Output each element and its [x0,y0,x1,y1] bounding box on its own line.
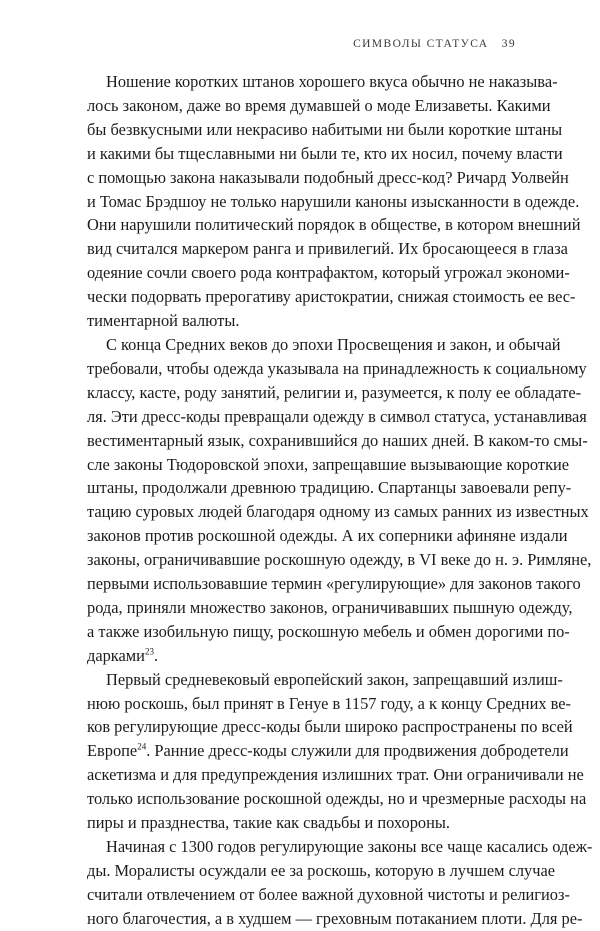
text-line: первыми использовавшие термин «регулирующие» для законов такого [87,574,581,594]
text-line: тацию суровых людей благодаря одному из самых ранних из известных [87,502,589,522]
text-line: Ношение коротких штанов хорошего вкуса обычно не наказыва- [106,72,558,91]
paragraph-3 [87,668,587,835]
text-line: тиментарной валюты. [87,311,240,331]
text-line [87,644,516,668]
text-line: сле законы Тюдоровской эпохи, запрещавшие вызывающие короткие [87,454,570,474]
text-line: лось законом, даже во время думавшей о моде Елизаветы. Какими [87,95,551,115]
text-line: С конца Средних веков до эпохи Просвещения и закон, и обычай [106,334,561,354]
text-line: аскетизма и для предупреждения излишних трат. Они ограничивали не [87,765,584,785]
text-fragment: дарками [87,645,145,665]
text-line: бы безвкусными или некрасиво набитыми ни были короткие штаны [87,119,563,139]
text-line: требовали, чтобы одежда указывала на принадлежность к социальному [87,358,587,378]
text-line: и какими бы тщеславными ни были те, кто их носил, почему власти [87,143,563,163]
text-line: чески подорвать прерогативу аристократии, снижая стоимость ее вес- [87,287,576,307]
text-line: ков регулирующие дресс-коды были широко распространены по всей [87,717,573,737]
footnote-ref-23[interactable]: 23 [144,646,154,657]
text-line: с помощью закона наказывали подобный дресс-код? Ричард Уолвейн [87,167,569,187]
text-line: и Томас Брэдшоу не только нарушили каноны изысканности в одежде. [87,191,580,211]
paragraph-4 [87,835,593,931]
paragraph-2 [87,333,592,668]
text-line: рода, приняли множество законов, ограничивавших пышную одежду, [87,597,573,617]
text-line: ного благочестия, а в худшем — греховным потаканием плоти. Для ре- [87,908,583,928]
text-line: только использование роскошной одежды, но и чрезмерные расходы на [87,789,587,809]
text-line: Начиная с 1300 годов регулирующие законы все чаще касались одеж- [106,837,593,856]
text-line: нюю роскошь, был принят в Генуе в 1157 году, а к концу Средних ве- [87,693,572,713]
text-line: пиры и празднества, такие как свадьбы и похороны. [87,813,450,833]
page-number: 39 [501,38,516,50]
text-line: считали отвлечением от более важной духовной чистоты и религиоз- [87,884,570,904]
text-line: а также изобильную пищу, роскошную мебель и обмен дорогими по- [87,621,570,641]
text-line: штаны, продолжали древнюю традицию. Спартанцы завоевали репу- [87,478,572,498]
text-line: ды. Моралисты осуждали ее за роскошь, которую в лучшем случае [87,860,556,880]
footnote-ref-24[interactable]: 24 [137,741,147,752]
text-line [87,739,569,763]
running-head-title: СИМВОЛЫ СТАТУСА [353,38,489,50]
text-line: вид считался маркером ранга и привилегий. Их бросающееся в глаза [87,239,568,259]
text-line: одеяние сочли своего рода контрафактом, который угрожал экономи- [87,263,570,283]
text-line: Первый средневековый европейский закон, запрещавший излиш- [106,669,563,689]
text-line: законов против роскошной одежды. А их соперники афиняне издали [87,526,568,546]
text-line: Они нарушили политический порядок в обществе, в котором внешний [87,215,581,235]
running-head [353,38,516,50]
paragraph-1 [87,70,581,333]
text-fragment: Европе [87,741,138,761]
text-line: вестиментарный язык, сохранившийся до наших дней. В каком-то смы- [87,430,588,450]
text-fragment: . [153,645,159,665]
text-fragment: . Ранние дресс-коды служили для продвижения добродетели [146,741,569,761]
body-text [87,70,593,931]
text-line: законы, ограничивавшие роскошную одежду, в VI веке до н. э. Римляне, [87,550,592,570]
text-line: ля. Эти дресс-коды превращали одежду в символ статуса, устанавливая [87,406,587,426]
text-line: классу, касте, роду занятий, религии и, разумеется, к полу ее обладате- [87,382,582,402]
